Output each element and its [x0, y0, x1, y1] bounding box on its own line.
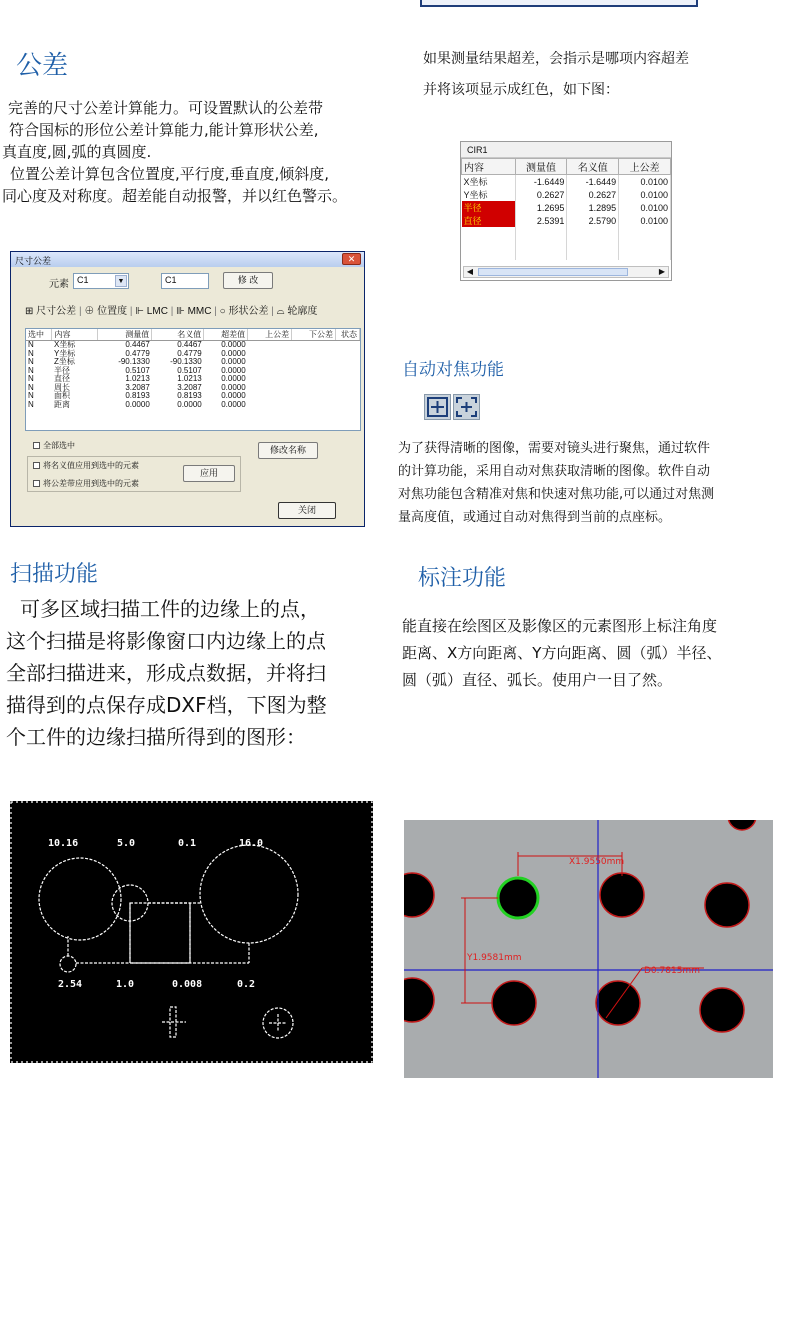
grid-cell: 0.0000 [221, 391, 246, 400]
table-row-out-of-tolerance[interactable] [462, 201, 671, 214]
scan-paragraph [6, 593, 327, 753]
tolerance-tabs: ⊞ 尺寸公差 | ⊕ 位置度 | ⊩ LMC | ⊪ MMC | ○ 形状公差 | ⌓ 轮廓度 [25, 306, 318, 317]
grid-cell: -90.1330 [118, 357, 150, 366]
scroll-thumb[interactable] [478, 268, 628, 276]
annotation-line: 圆（弧）直径、弧长。使用户一目了然。 [402, 671, 673, 689]
grid-header[interactable]: 内容 [52, 329, 98, 341]
cir1-cell-label: Y坐标 [462, 188, 516, 201]
grid-cell-empty [292, 375, 336, 384]
grid-cell: 面积 [53, 391, 70, 400]
grid-cell: 直径 [53, 374, 70, 383]
lmc-icon: ⊩ [135, 306, 145, 317]
scan-title: 扫描功能 [10, 562, 99, 587]
annotation-line: 能直接在绘图区及影像区的元素图形上标注角度 [402, 617, 718, 635]
grid-cell: 1.0213 [125, 374, 150, 383]
grid-cell-empty [292, 367, 336, 376]
grid-header[interactable]: 下公差 [292, 329, 336, 341]
grid-cell-empty [292, 384, 336, 393]
grid-cell: 距离 [53, 399, 70, 409]
cir1-header: 名义值 [567, 159, 619, 175]
scroll-right-icon[interactable]: ▶ [658, 267, 666, 276]
scan-label-bottom: 0.2 [237, 979, 256, 990]
cir1-cell-upper: 0.0100 [619, 175, 671, 189]
grid-cell-empty [248, 350, 292, 359]
cir1-result-window [460, 141, 672, 281]
tolerance-line: 符合国标的形位公差计算能力,能计算形状公差, [9, 121, 319, 139]
annotation-title: 标注功能 [418, 566, 507, 591]
table-row[interactable] [462, 175, 671, 189]
tolerance-right-text [423, 44, 689, 106]
cir1-title: CIR1 [461, 142, 671, 158]
cir1-cell-measured: 0.2627 [515, 188, 567, 201]
grid-header[interactable]: 名义值 [152, 329, 204, 341]
cir1-cell-measured: -1.6449 [515, 175, 567, 189]
edge-scan-image [10, 801, 373, 1063]
checkbox-icon[interactable] [33, 462, 40, 469]
tolerance-table [26, 329, 360, 409]
grid-cell-empty [335, 384, 359, 393]
grid-cell-empty [248, 401, 292, 410]
grid-cell: 0.0000 [221, 348, 246, 358]
dialog-title: 尺寸公差 [15, 256, 52, 266]
scan-label-bottom: 0.008 [172, 979, 203, 990]
grid-header[interactable]: 选中 [26, 329, 52, 341]
grid-cell: 0.0000 [221, 374, 246, 383]
grid-cell: 1.0213 [177, 374, 202, 383]
grid-header[interactable]: 超差值 [204, 329, 248, 341]
grid-cell-empty [335, 401, 359, 410]
selected-circle[interactable] [498, 878, 538, 918]
tab-form-tolerance[interactable]: ○ 形状公差 [219, 306, 269, 317]
grid-cell: 0.4779 [177, 348, 202, 358]
grid-cell-empty [292, 401, 336, 410]
tolerance-line: 同心度及对称度。超差能自动报警，并以红色警示。 [2, 187, 348, 205]
grid-cell: 0.4779 [125, 348, 150, 358]
grid-cell: N [28, 391, 34, 400]
cir1-cell-measured: 2.5391 [515, 214, 567, 227]
grid-cell: 周长 [53, 382, 70, 392]
grid-cell: N [28, 382, 34, 392]
select-all-checkbox[interactable]: 全部选中 [33, 440, 75, 451]
annotation-image [404, 820, 773, 1078]
x-distance-label: X1.9550mm [569, 857, 625, 867]
grid-cell: N [28, 348, 34, 358]
autofocus-line: 量高度值，或通过自动对焦得到当前的点座标。 [398, 510, 672, 525]
chevron-down-icon[interactable]: ▼ [115, 275, 127, 287]
grid-cell: 0.0000 [177, 399, 202, 409]
grid-cell-empty [248, 375, 292, 384]
scan-label-top: 0.1 [178, 838, 197, 849]
modify-button[interactable]: 修 改 [223, 272, 273, 289]
grid-cell: Z坐标 [53, 357, 75, 366]
checkbox-icon[interactable] [33, 480, 40, 487]
grid-cell: 0.0000 [221, 357, 246, 366]
cir1-horizontal-scrollbar[interactable] [463, 266, 669, 278]
grid-header[interactable]: 上公差 [248, 329, 292, 341]
grid-cell-empty [292, 392, 336, 401]
mmc-icon: ⊪ [176, 306, 185, 317]
autofocus-line: 对焦功能包含精准对焦和快速对焦功能,可以通过对焦测 [398, 487, 715, 502]
precise-focus-button[interactable] [424, 394, 451, 420]
grid-cell: 0.0000 [221, 365, 246, 375]
circle-icon: ○ [219, 306, 226, 317]
tolerance-title: 公差 [16, 51, 69, 81]
apply-tolerance-checkbox[interactable]: 将公差带应用到选中的元素 [33, 478, 139, 489]
grid-cell-empty [335, 375, 359, 384]
grid-cell-empty [335, 350, 359, 359]
table-row[interactable] [26, 401, 360, 410]
diameter-label: D0.7815mm [644, 966, 700, 976]
grid-cell: 0.8193 [125, 391, 150, 400]
tolerance-right-line: 并将该项显示成红色，如下图： [423, 82, 619, 98]
grid-cell: 0.4467 [177, 340, 202, 349]
precise-focus-icon [425, 395, 450, 419]
grid-cell: 0.5107 [177, 365, 202, 375]
table-row[interactable] [462, 188, 671, 201]
apply-nominal-checkbox[interactable]: 将名义值应用到选中的元素 [33, 460, 139, 471]
grid-cell-empty [248, 384, 292, 393]
grid-cell-empty [335, 358, 359, 367]
top-frame-edge [420, 0, 698, 7]
grid-cell: N [28, 399, 34, 409]
grid-cell: N [28, 374, 34, 383]
cir1-cell-label-alert: 半径 [462, 201, 516, 214]
grid-cell: N [28, 357, 34, 366]
fast-focus-button[interactable] [453, 394, 480, 420]
grid-header[interactable]: 测量值 [98, 329, 152, 341]
cir1-table [461, 158, 671, 260]
target-icon: ⊕ [84, 306, 95, 317]
annotation-drawing [404, 820, 773, 1078]
y-distance-label: Y1.9581mm [467, 953, 522, 963]
grid-cell-empty [248, 367, 292, 376]
tolerance-grid [25, 328, 361, 431]
scan-label-top: 16.0 [239, 838, 264, 849]
scan-label-bottom: 1.0 [116, 979, 135, 990]
scan-line: 这个扫描是将影像窗口内边缘上的点 [6, 629, 326, 653]
autofocus-paragraph [398, 437, 714, 529]
grid-cell: -90.1330 [170, 357, 202, 366]
cir1-cell-label: X坐标 [462, 175, 516, 189]
grid-cell-empty [248, 392, 292, 401]
tab-mmc[interactable]: ⊪ MMC [176, 306, 212, 317]
cir1-cell-label-alert: 直径 [462, 214, 516, 227]
tolerance-paragraph [2, 97, 348, 207]
grid-cell: 半径 [53, 365, 70, 375]
grid-cell: 0.4467 [125, 340, 150, 349]
annotation-line: 距离、X方向距离、Y方向距离、圆（弧）半径、 [402, 644, 722, 662]
cir1-cell-nominal: 1.2895 [567, 201, 619, 214]
grid-cell-empty [292, 358, 336, 367]
grid-cell-empty [248, 341, 292, 350]
cir1-header: 内容 [462, 159, 516, 175]
scan-drawing [10, 801, 373, 1063]
grid-cell-empty [335, 392, 359, 401]
tolerance-line: 真直度,圆,弧的真圆度. [2, 143, 152, 161]
tab-size-tolerance[interactable]: ⊞ 尺寸公差 [25, 306, 77, 317]
element-label: 元素 [49, 279, 69, 290]
autofocus-line: 的计算功能，采用自动对焦获取清晰的图像。软件自动 [398, 464, 711, 479]
tolerance-line: 位置公差计算包含位置度,平行度,垂直度,倾斜度, [10, 165, 330, 183]
grid-cell-empty [248, 358, 292, 367]
element-select[interactable] [73, 273, 129, 289]
tab-position[interactable]: ⊕ 位置度 [84, 306, 128, 317]
grid-cell: 0.8193 [177, 391, 202, 400]
tab-profile[interactable]: ⌓ 轮廓度 [276, 306, 318, 317]
autofocus-title: 自动对焦功能 [402, 360, 504, 380]
autofocus-line: 为了获得清晰的图像，需要对镜头进行聚焦，通过软件 [398, 441, 711, 456]
cir1-cell-nominal: -1.6449 [567, 175, 619, 189]
scan-label-bottom: 2.54 [58, 979, 83, 990]
grid-cell: 0.0000 [125, 399, 150, 409]
cir1-header: 上公差 [619, 159, 671, 175]
tab-lmc[interactable]: ⊩ LMC [135, 306, 168, 317]
scan-line: 全部扫描进来，形成点数据，并将扫 [6, 661, 326, 685]
plus-box-icon: ⊞ [25, 306, 34, 317]
scan-line: 描得到的点保存成DXF档，下图为整 [6, 693, 327, 717]
element-name-input[interactable]: C1 [161, 273, 209, 289]
grid-cell: 0.0000 [221, 340, 246, 349]
grid-cell: 0.5107 [125, 365, 150, 375]
apply-button[interactable]: 应用 [183, 465, 235, 482]
grid-cell: Y坐标 [53, 348, 76, 358]
grid-cell-empty [335, 367, 359, 376]
arc-icon: ⌓ [276, 306, 285, 317]
grid-cell: 3.2087 [125, 382, 150, 392]
dimension-tolerance-dialog [10, 251, 365, 527]
tolerance-line: 完善的尺寸公差计算能力。可设置默认的公差带 [8, 99, 324, 117]
cir1-cell-upper: 0.0100 [619, 188, 671, 201]
cir1-cell-upper: 0.0100 [619, 201, 671, 214]
cir1-cell-measured: 1.2695 [515, 201, 567, 214]
dialog-titlebar [11, 252, 364, 267]
element-select-value: C1 [77, 275, 89, 285]
checkbox-icon[interactable] [33, 442, 40, 449]
scan-label-top: 10.16 [48, 838, 79, 849]
close-icon[interactable]: ✕ [342, 253, 361, 265]
grid-cell: N [28, 340, 34, 349]
table-row-out-of-tolerance[interactable] [462, 214, 671, 227]
scan-label-top: 5.0 [117, 838, 136, 849]
cir1-header: 测量值 [515, 159, 567, 175]
tolerance-right-line: 如果测量结果超差，会指示是哪项内容超差 [423, 51, 689, 67]
rename-button[interactable]: 修改名称 [258, 442, 318, 459]
grid-cell-empty [335, 341, 359, 350]
grid-cell-empty [292, 341, 336, 350]
annotation-paragraph [402, 613, 721, 694]
cir1-cell-nominal: 2.5790 [567, 214, 619, 227]
grid-cell-empty [292, 350, 336, 359]
grid-cell: X坐标 [53, 340, 76, 349]
scan-line: 可多区域扫描工件的边缘上的点， [20, 597, 320, 621]
grid-cell: 0.0000 [221, 399, 246, 409]
grid-cell: 3.2087 [177, 382, 202, 392]
grid-header[interactable]: 状态 [335, 329, 359, 341]
cir1-cell-upper: 0.0100 [619, 214, 671, 227]
close-button[interactable]: 关闭 [278, 502, 336, 519]
grid-cell: 0.0000 [221, 382, 246, 392]
scan-line: 个工件的边缘扫描所得到的图形： [6, 725, 306, 749]
cir1-cell-nominal: 0.2627 [567, 188, 619, 201]
fast-focus-icon [454, 395, 479, 419]
scroll-left-icon[interactable]: ◀ [466, 267, 474, 276]
grid-cell: N [28, 365, 34, 375]
